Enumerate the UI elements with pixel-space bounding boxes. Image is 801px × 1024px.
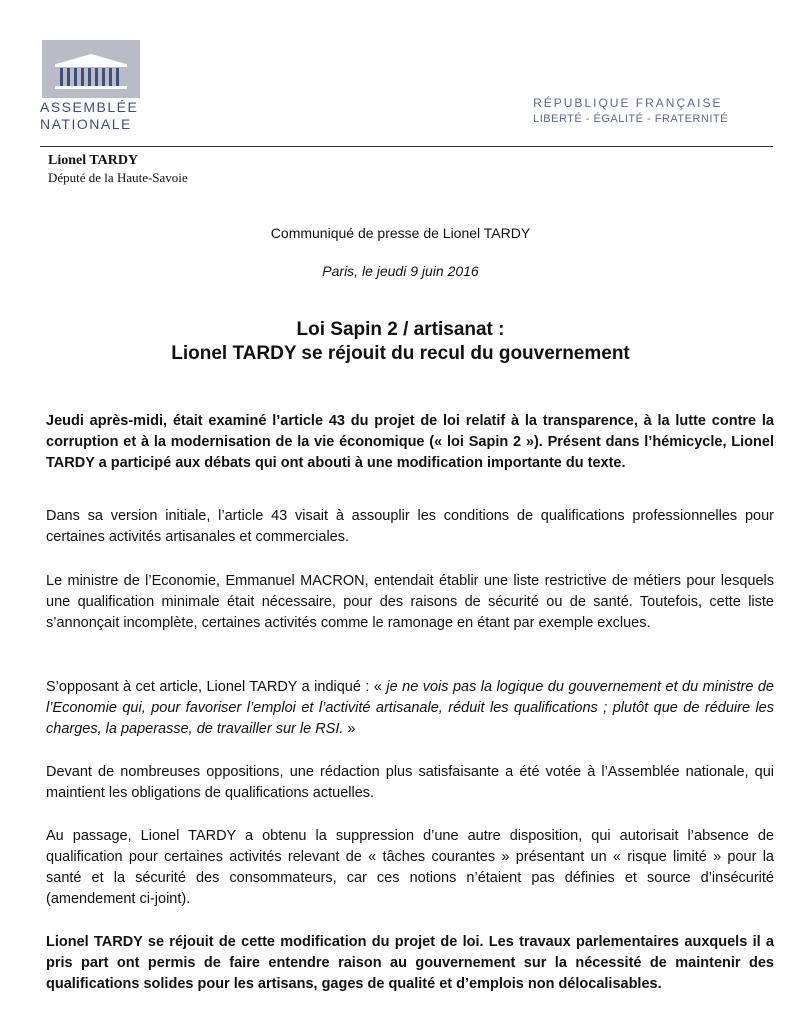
logo-line-2: NATIONALE xyxy=(40,116,132,132)
press-release-title xyxy=(0,318,801,366)
republique-line-1: RÉPUBLIQUE FRANÇAISE xyxy=(533,96,723,110)
author-name: Lionel TARDY xyxy=(48,153,139,168)
header-divider xyxy=(40,146,773,147)
republique-motto: LIBERTÉ - ÉGALITÉ - FRATERNITÉ xyxy=(533,113,728,125)
title-line-2: Lionel TARDY se réjouit du recul du gouvernement xyxy=(171,343,630,364)
quote-text: je ne vois pas la logique du gouvernement et du ministre de l’Economie qui, pour favoriser l’emploi et l’activité artisanale, réduit les qualifications ; plutôt que de réduire les charges, la paperasse, de travailler sur le RSI. xyxy=(46,679,774,737)
paragraph-3-text: Le ministre de l’Economie, Emmanuel MACRON, entendait établir une liste restrictive de métiers pour lesquels une qualification minimale était nécessaire, pour des raisons de sécurité ou de santé. Toutefois, cette liste s’annonçait incomplète, certaines activités comme le ramonage en étant par exemple exclues. xyxy=(46,573,774,631)
paragraph-4-text xyxy=(46,677,774,740)
title-line-1: Loi Sapin 2 / artisanat : xyxy=(296,319,505,340)
paragraph-intro xyxy=(46,411,774,474)
paragraph-6 xyxy=(46,826,774,910)
quote-intro: S’opposant à cet article, Lionel TARDY a indiqué : « xyxy=(46,679,387,695)
paragraph-6-text: Au passage, Lionel TARDY a obtenu la suppression d’une autre disposition, qui autorisait l’absence de qualification pour certaines activités relevant de « tâches courantes » présentant un « risque limité » pour la santé et la sécurité des consommateurs, car ces notions n’étaient pas définies et source d’insécurité (amendement ci-joint). xyxy=(46,828,774,907)
author-role: Député de la Haute-Savoie xyxy=(48,170,188,185)
republique-francaise-header xyxy=(533,95,728,127)
paragraph-3 xyxy=(46,571,774,634)
paragraph-7-text: Lionel TARDY se réjouit de cette modification du projet de loi. Les travaux parlementaires auxquels il a pris part ont permis de faire entendre raison au gouvernement sur la nécessité de maintenir des qualifications solides pour les artisans, gages de qualité et d’emplois non délocalisables. xyxy=(46,934,774,992)
paragraph-2 xyxy=(46,506,774,548)
date-line: Paris, le jeudi 9 juin 2016 xyxy=(322,263,479,279)
paragraph-4 xyxy=(46,677,774,740)
assemblee-nationale-logo xyxy=(40,40,140,132)
hemicycle-icon xyxy=(42,40,140,98)
paragraph-conclusion xyxy=(46,932,774,995)
communique-line: Communiqué de presse de Lionel TARDY xyxy=(270,225,531,241)
paragraph-1-text: Jeudi après-midi, était examiné l’article 43 du projet de loi relatif à la transparence, à la lutte contre la corruption et à la modernisation de la vie économique (« loi Sapin 2 »). Présent dans l’hémicycle, Lionel TARDY a participé aux débats qui ont abouti à une modification importante du texte. xyxy=(46,413,774,471)
logo-line-1: ASSEMBLÉE xyxy=(40,99,139,115)
author-block xyxy=(48,152,188,186)
paragraph-2-text: Dans sa version initiale, l’article 43 visait à assouplir les conditions de qualifications professionnelles pour certaines activités artisanales et commerciales. xyxy=(46,508,774,545)
paragraph-5 xyxy=(46,762,774,804)
paragraph-5-text: Devant de nombreuses oppositions, une rédaction plus satisfaisante a été votée à l’Assemblée nationale, qui maintient les obligations de qualifications actuelles. xyxy=(46,764,774,801)
quote-end: » xyxy=(343,721,356,737)
